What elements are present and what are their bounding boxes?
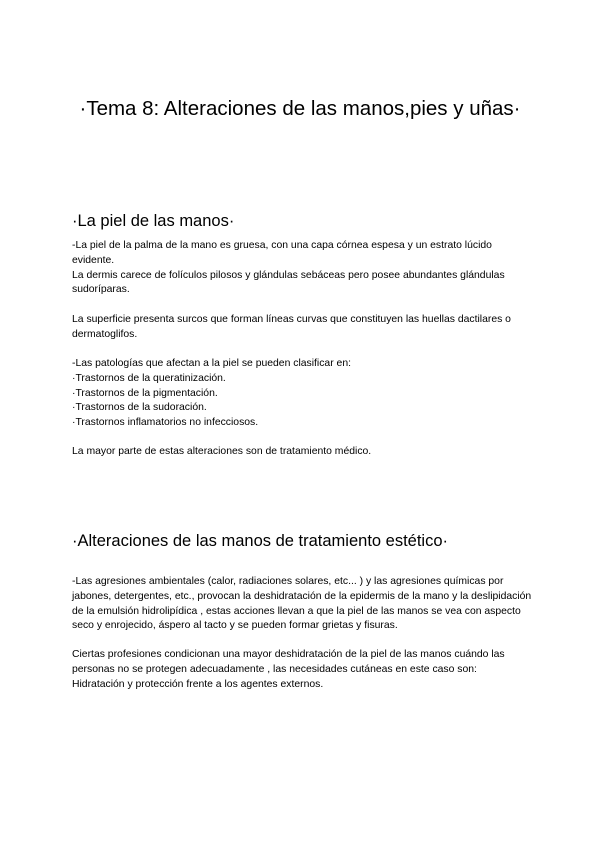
list-item: ·Trastornos de la sudoración.: [72, 402, 207, 414]
list-item: ·Trastornos de la queratinización.: [72, 372, 226, 384]
list-item: ·Trastornos inflamatorios no infecciosos.: [72, 417, 259, 429]
document-title: ·Tema 8: Alteraciones de las manos,pies y uñas·: [79, 97, 521, 120]
section-heading-hands-skin: ·La piel de las manos·: [72, 212, 235, 230]
text-line: -La piel de la palma de la mano es gruesa, con una capa córnea espesa y un estrato lúcido evidente.: [72, 240, 492, 266]
section-heading-aesthetic-treatment: ·Alteraciones de las manos de tratamiento estético·: [72, 532, 449, 550]
paragraph-medical-treatment: [72, 445, 532, 460]
text-line: La superficie presenta surcos que forman líneas curvas que constituyen las huellas dactilares o dermatoglifos.: [72, 314, 511, 340]
paragraph-professions: [72, 648, 532, 692]
text-line: Ciertas profesiones condicionan una mayor deshidratación de la piel de las manos cuándo las personas no se protegen adecuadamente , las necesidades cutáneas en este caso son: Hidratación y protección frente a los agentes externos.: [72, 649, 505, 690]
text-line: La mayor parte de estas alteraciones son de tratamiento médico.: [72, 446, 372, 457]
paragraph-environmental-aggressions: [72, 575, 532, 634]
list-item: ·Trastornos de la pigmentación.: [72, 387, 218, 399]
list-intro: -Las patologías que afectan a la piel se pueden clasificar en:: [72, 358, 351, 369]
pathology-list: [72, 357, 532, 431]
paragraph-fingerprints: [72, 313, 532, 343]
text-line: -Las agresiones ambientales (calor, radiaciones solares, etc... ) y las agresiones químicas por jabones, detergentes, etc., provocan la deshidratación de la epidermis de la mano y la deslipidación de la emulsión hidrolipídica , estas acciones llevan a que la piel de las manos se vea con aspecto seco y enrojecido, áspero al tacto y se pueden formar grietas y fisuras.: [72, 576, 532, 632]
text-line: La dermis carece de folículos pilosos y glándulas sebáceas pero posee abundantes glándulas sudoríparas.: [72, 269, 505, 296]
paragraph-palm-skin: [72, 239, 532, 298]
